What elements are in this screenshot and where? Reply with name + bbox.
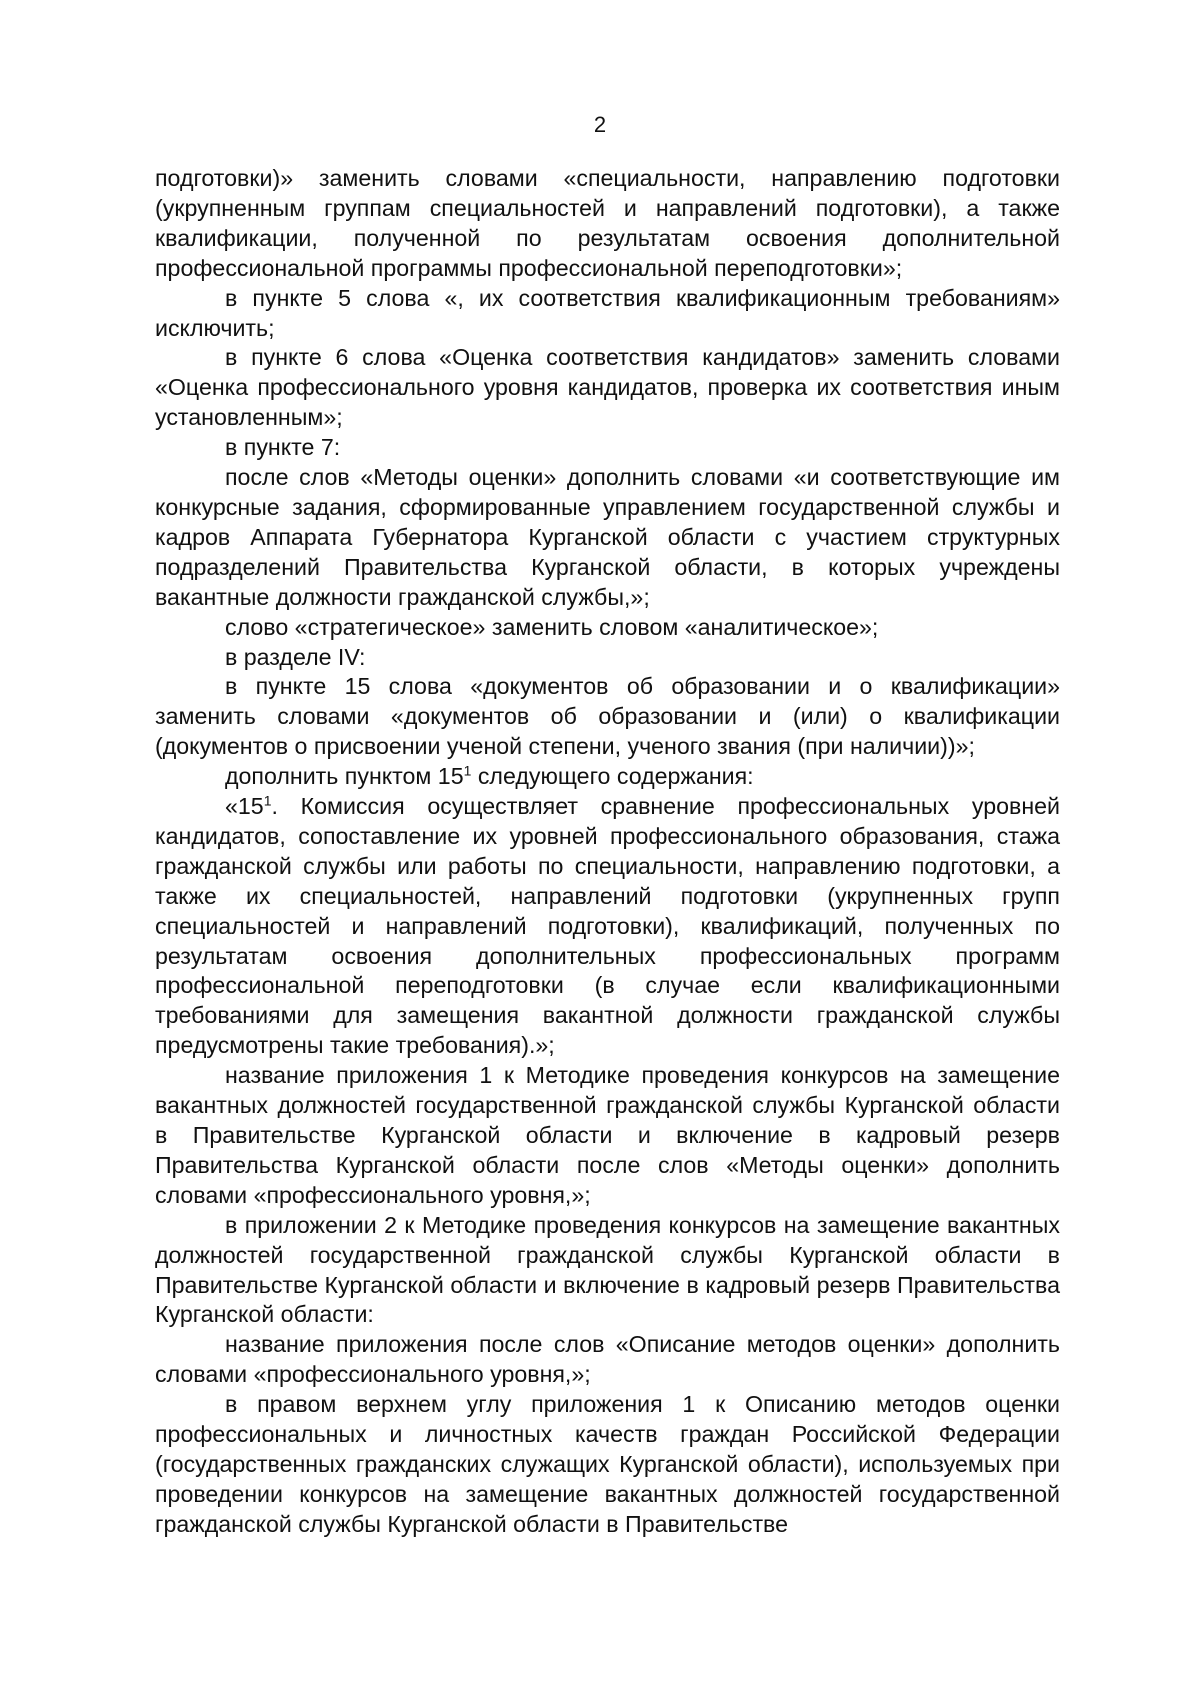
paragraph: название приложения после слов «Описание методов оценки» дополнить словами «профессионального уровня,»; <box>155 1331 1060 1388</box>
paragraph: подготовки)» заменить словами «специальности, направлению подготовки (укрупненным группам специальностей и направлений подготовки), а также квалификации, полученной по результатам освоения дополнительной профессиональной программы профессиональной переподготовки»; <box>155 165 1060 281</box>
superscript: 1 <box>463 762 472 779</box>
paragraph: название приложения 1 к Методике проведения конкурсов на замещение вакантных должностей государственной гражданской службы Курганской области в Правительстве Курганской области и включение в кадровый резерв Правительства Курганской области после слов «Методы оценки» дополнить словами «профессионального уровня,»; <box>155 1062 1060 1208</box>
paragraph: в разделе IV: <box>225 643 366 670</box>
paragraph: в пункте 7: <box>225 434 341 461</box>
document-body <box>155 164 1060 1540</box>
paragraph: в пункте 6 слова «Оценка соответствия кандидатов» заменить словами «Оценка профессионального уровня кандидатов, проверка их соответствия иным установленным»; <box>155 344 1060 431</box>
paragraph: в правом верхнем углу приложения 1 к Описанию методов оценки профессиональных и личностных качеств граждан Российской Федерации (государственных гражданских служащих Курганской области), используемых при проведении конкурсов на замещение вакантных должностей государственной гражданской службы Курганской области в Правительстве <box>155 1391 1060 1537</box>
paragraph: после слов «Методы оценки» дополнить словами «и соответствующие им конкурсные задания, сформированные управлением государственной службы и кадров Аппарата Губернатора Курганской области с участием структурных подразделений Правительства Курганской области, в которых учреждены вакантные должности гражданской службы,»; <box>155 464 1060 610</box>
paragraph: «$15^1$. Комиссия осуществляет сравнение профессиональных уровней кандидатов, сопоставление их уровней профессионального образования, стажа гражданской службы или работы по специальности, направлению подготовки, а также их специальностей, направлений подготовки (укрупненных групп специальностей и направлений подготовки), квалификаций, полученных по результатам освоения дополнительных профессиональных программ профессиональной переподготовки (в случае если квалификационными требованиями для замещения вакантной должности гражданской службы предусмотрены такие требования).»; <box>155 792 1060 1059</box>
page-number: 2 <box>593 112 607 137</box>
paragraph: в пункте 15 слова «документов об образовании и о квалификации» заменить словами «документов об образовании и (или) о квалификации (документов о присвоении ученой степени, ученого звания (при наличии))»; <box>155 673 1060 760</box>
superscript: 1 <box>263 792 272 809</box>
paragraph: дополнить пунктом $15^1$ следующего содержания: <box>225 762 754 790</box>
paragraph: в приложении 2 к Методике проведения конкурсов на замещение вакантных должностей государственной гражданской службы Курганской области в Правительстве Курганской области и включение в кадровый резерв Правительства Курганской области: <box>155 1211 1060 1328</box>
paragraph: слово «стратегическое» заменить словом «аналитическое»; <box>225 613 879 640</box>
paragraph: в пункте 5 слова «, их соответствия квалификационным требованиям» исключить; <box>155 284 1060 341</box>
